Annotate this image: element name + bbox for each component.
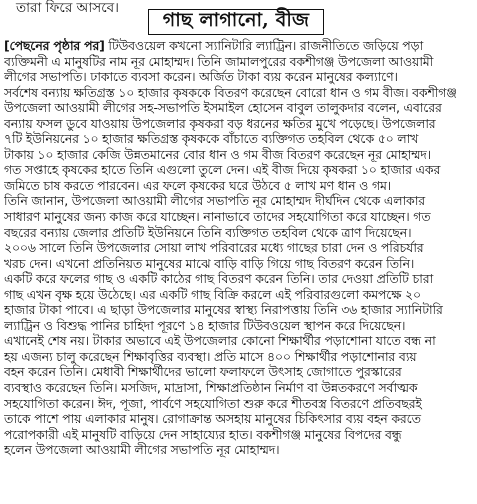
article-line: পরোপকারী এই মানুষটি বাড়িয়ে দেন সাহায্যের হাত। বকশীগঞ্জ মানুষের বিপদের বন্ধু xyxy=(4,426,402,442)
article-line: সহযোগিতা করেন। ঈদ, পূজা, পার্বণে সহযোগিতা শুরু করে শীতবস্ত্র বিতরণে প্রতিবছরই xyxy=(4,395,422,411)
article-line: বছরের বন্যায় জেলার প্রতিটি ইউনিয়নে তিনি ব্যক্তিগত তহবিল থেকে ত্রাণ দিয়েছেন। xyxy=(4,224,412,240)
article-line: গাছ এখন বৃক্ষ হয়ে উঠেছে। এর একটি গাছ বিক্রি করলে এই পরিবারগুলো কমপক্ষে ২০ xyxy=(4,286,421,302)
article-line: সাধারণ মানুষের জন্য কাজ করে যাচ্ছেন। নানাভাবে তাদের সহযোগিতা করে যাচ্ছেন। গত xyxy=(4,209,431,225)
article-body xyxy=(4,38,477,504)
article-line: উপজেলা আওয়ামী লীগের সহ-সভাপতি ইসমাইল হোসেন বাবুল তালুকদার বলেন, এবারের xyxy=(4,100,442,116)
article-line: গত সপ্তাহে কৃষকের হাতে তিনি এগুলো তুলে দেন। এই বীজ দিয়ে কৃষকরা ১০ হাজার একর xyxy=(4,162,441,178)
headline: গাছ লাগানো, বীজ xyxy=(162,9,310,31)
article-line: সর্বশেষ বন্যায় ক্ষতিগ্রস্ত ১০ হাজার কৃষককে বিতরণ করেছেন বোরো ধান ও গম বীজ। বকশীগঞ্জ xyxy=(4,84,457,100)
article-line: ব্যক্তিমনী এ মানুষটির নাম নূর মোহাম্মদ। তিনি জামালপুরের বকশীগঞ্জ উপজেলা আওয়ামী xyxy=(4,53,434,69)
article-line: ২০০৬ সালে তিনি উপজেলার সোয়া লাখ পরিবারের মধ্যে গাছের চারা দেন ও পরিচর্যার xyxy=(4,240,424,256)
continued-marker: [পেছনের পৃষ্ঠার পর] xyxy=(4,38,105,53)
article-line: বন্যায় ফসল ডুবে যাওয়ায় উপজেলার কৃষকরা বড় ধরনের ক্ষতির মুখে পড়েছে। উপজেলার xyxy=(4,115,436,131)
article-line: একটি করে ফলের গাছ ও একটি কাঠের গাছ বিতরণ করেন তিনি। তার দেওয়া প্রতিটি চারা xyxy=(4,271,434,287)
article-line: জমিতে চাষ করতে পারবেন। এর ফলে কৃষকের ঘরে উঠবে ৫ লাখ মণ ধান ও গম। xyxy=(4,177,391,193)
article-line: লীগের সভাপতি। ঢাকাতে ব্যবসা করেন। অর্জিত টাকা ব্যয় করেন মানুষের কল্যাণে। xyxy=(4,69,398,85)
article-line: হাজার টাকা পাবে। এ ছাড়া উপজেলার মানুষের স্বাস্থ্য নিরাপত্তায় তিনি ৩৬ হাজার স্যানিটারি xyxy=(4,302,443,318)
article-line xyxy=(4,38,477,54)
article-line: ৭টি ইউনিয়নের ১০ হাজার ক্ষতিগ্রস্ত কৃষককে বাঁচাতে ব্যক্তিগত তহবিল থেকে ৫০ লাখ xyxy=(4,131,419,147)
article-line: ব্যবস্থাও করেছেন তিনি। মসজিদ, মাদ্রাসা, শিক্ষাপ্রতিষ্ঠান নির্মাণ বা উন্নতকরণে সর্বাত্মক xyxy=(4,380,418,396)
article-line: হয় এজন্য চালু করেছেন শিক্ষাবৃত্তির ব্যবস্থা। প্রতি মাসে ৪০০ শিক্ষার্থীর পড়াশোনার ব্যয় xyxy=(4,348,417,364)
headline-box xyxy=(148,9,324,35)
article-line: তিনি জানান, উপজেলা আওয়ামী লীগের সভাপতি নূর মোহাম্মদ দীর্ঘদিন থেকে এলাকার xyxy=(4,193,425,209)
article-line: টাকায় ১০ হাজার কেজি উন্নতমানের বোর ধান ও গম বীজ বিতরণ করেছেন নূর মোহাম্মদ। xyxy=(4,146,431,162)
article-line: হলেন উপজেলা আওয়ামী লীগের সভাপতি নূর মোহাম্মদ। xyxy=(4,442,280,458)
article-line: এখানেই শেষ নয়। টাকার অভাবে এই উপজেলার কোনো শিক্ষার্থীর পড়াশোনা যাতে বন্ধ না xyxy=(4,333,436,349)
article-line: বহন করেন তিনি। মেধাবী শিক্ষার্থীদের ভালো ফলাফলে উৎসাহ জোগাতে পুরস্কারের xyxy=(4,364,402,380)
previous-article-tail: তারা ফিরে আসবে। xyxy=(16,0,119,16)
article-line: তাকে পাশে পায় এলাকার মানুষ। রোগাক্রান্ত অসহায় মানুষের চিকিৎসার ব্যয় বহন করতে xyxy=(4,411,421,427)
article-line-text: টিউবওয়েল কখনো স্যানিটারি ল্যাট্রিন। রাজনীতিতে জড়িয়ে পড়া xyxy=(104,38,423,53)
article-line: খরচ দেন। এখনো প্রতিনিয়ত মানুষের মাঝে বাড়ি বাড়ি গিয়ে গাছ বিতরণ করেন তিনি। xyxy=(4,255,415,271)
article-line: ল্যাট্রিন ও বিশুদ্ধ পানির চাহিদা পূরণে ১৪ হাজার টিউবওয়েল স্থাপন করে দিয়েছেন। xyxy=(4,317,406,333)
